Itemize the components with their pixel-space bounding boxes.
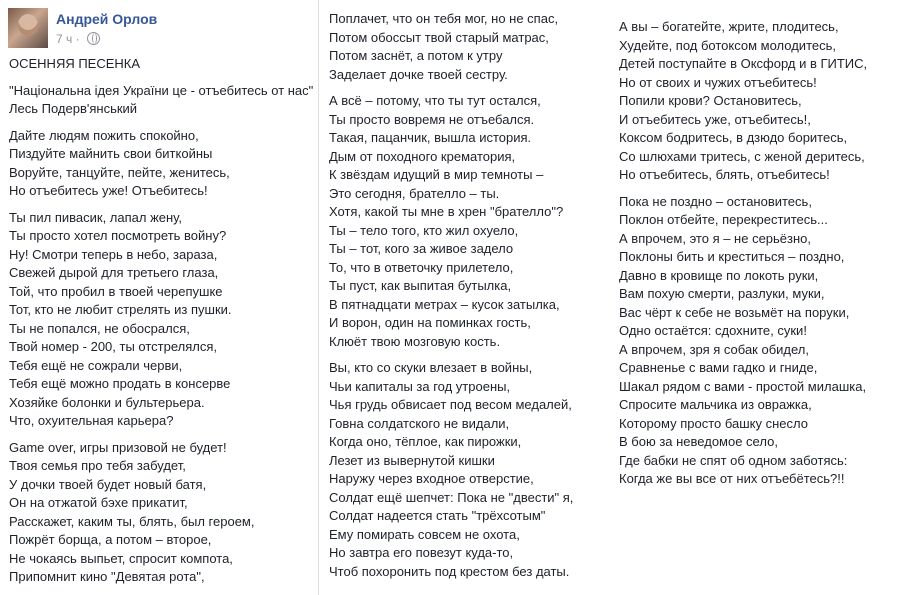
stanza-gap <box>329 84 605 92</box>
poem-line: В пятнадцати метрах – кусок затылка, <box>329 296 560 312</box>
stanza-gap <box>9 74 315 82</box>
globe-icon <box>87 32 100 45</box>
poem-line: Чтоб похоронить под крестом без даты. <box>329 563 570 579</box>
stanza-gap <box>9 119 315 127</box>
poem-line: К звёздам идущий в мир темноты – <box>329 167 544 182</box>
poem-line: Это сегодня, брателло – ты. <box>329 185 500 201</box>
author-name[interactable]: Андрей Орлов <box>56 11 158 27</box>
poem-line: Он на отжатой бэхе прикатит, <box>9 495 188 510</box>
poem-line: И отъебитесь уже, отъебитесь!, <box>619 111 811 127</box>
poem-line: Свежей дырой для третьего глаза, <box>9 265 219 280</box>
stanza-gap <box>619 185 895 193</box>
poem-line: Дайте людям пожить спокойно, <box>9 127 199 143</box>
poem-line: Но отъебитесь уже! Отъебитесь! <box>9 183 208 198</box>
poem-line: Поклон отбейте, перекреститесь... <box>619 212 828 227</box>
poem-line: Пока не поздно – остановитесь, <box>619 193 812 209</box>
poem-line: Хозяйке болонки и бультерьера. <box>9 394 205 410</box>
poem-line: Тебя ещё не сожрали черви, <box>9 357 183 373</box>
poem-line: Чьи капиталы за год утроены, <box>329 378 511 394</box>
post-column-2 <box>318 0 610 595</box>
poem-line: Поплачет, что он тебя мог, но не спас, <box>329 11 559 26</box>
poem-line: Хотя, какой ты мне в хрен "брателло"? <box>329 204 564 219</box>
poem-text-part-2 <box>329 10 605 581</box>
poem-line: Вас чёрт к себе не возьмёт на поруки, <box>619 304 850 320</box>
poem-line: Твой номер - 200, ты отстрелялся, <box>9 339 218 354</box>
stanza-gap <box>329 351 605 359</box>
poem-line: Со шлюхами тритесь, с женой деритесь, <box>619 148 865 164</box>
avatar[interactable] <box>8 8 48 48</box>
poem-line: Но отъебитесь, блять, отъебитесь! <box>619 167 830 182</box>
poem-line: Потом заснёт, а потом к утру <box>329 48 503 63</box>
post-time[interactable]: 7 ч <box>56 32 73 46</box>
poem-line: Твоя семья про тебя забудет, <box>9 458 186 473</box>
poem-line: Давно в кровище по локоть руки, <box>619 267 819 283</box>
poem-line: В бою за неведомое село, <box>619 434 778 449</box>
separator-dot: · <box>75 32 80 46</box>
poem-line: ОСЕННЯЯ ПЕСЕНКА <box>9 56 141 71</box>
poem-line: "Національна ідея України це - отъебитесь от нас" <box>9 82 314 98</box>
poem-line: Той, что пробил в твоей черепушке <box>9 283 223 299</box>
poem-line: Шакал рядом с вами - простой милашка, <box>619 378 867 394</box>
poem-line: Худейте, под ботоксом молодитесь, <box>619 37 836 53</box>
poem-line: Дым от походного крематория, <box>329 148 516 164</box>
poem-line: Расскажет, каким ты, блять, был героем, <box>9 513 255 529</box>
poem-line: Наружу через входное отверстие, <box>329 471 534 486</box>
poem-line: А впрочем, это я – не серьёзно, <box>619 230 812 246</box>
poem-line: Одно остаётся: сдохните, суки! <box>619 323 807 338</box>
stanza-gap <box>9 431 315 439</box>
poem-line: Сравненье с вами гадко и гниде, <box>619 360 818 375</box>
poem-line: Ну! Смотри теперь в небо, зараза, <box>9 246 218 262</box>
poem-line: Вы, кто со скуки влезает в войны, <box>329 360 533 375</box>
poem-line: Ты просто хотел посмотреть войну? <box>9 228 227 243</box>
poem-line: Когда оно, тёплое, как пирожки, <box>329 434 522 449</box>
poem-line: Коксом бодритесь, в дзюдо боритесь, <box>619 130 848 145</box>
poem-line: У дочки твоей будет новый батя, <box>9 476 207 492</box>
post-column-3 <box>609 0 898 595</box>
poem-line: Game over, игры призовой не будет! <box>9 439 227 455</box>
poem-line: Вам похую смерти, разлуки, муки, <box>619 286 825 301</box>
poem-line: Тебя ещё можно продать в консерве <box>9 376 231 391</box>
poem-line: А впрочем, зря я собак обидел, <box>619 341 809 357</box>
poem-line: Поклоны бить и креститься – поздно, <box>619 249 845 264</box>
poem-line: А вы – богатейте, жрите, плодитесь, <box>619 19 839 34</box>
poem-line: Детей поступайте в Оксфорд и в ГИТИС, <box>619 56 868 71</box>
poem-line: Когда же вы все от них отъебётесь?!! <box>619 471 845 486</box>
poem-line: Солдат ещё шепчет: Пока не "двести" я, <box>329 489 574 505</box>
poem-line: Заделает дочке твоей сестру. <box>329 66 508 82</box>
poem-line: Но завтра его повезут куда-то, <box>329 545 514 560</box>
poem-line: Лезет из вывернутой кишки <box>329 452 495 468</box>
post-meta <box>56 32 100 46</box>
post-column-1 <box>0 0 318 595</box>
poem-line: Воруйте, танцуйте, пейте, женитесь, <box>9 164 230 180</box>
poem-line: Тот, кто не любит стрелять из пушки. <box>9 302 232 317</box>
poem-line: Ты – тот, кого за живое задело <box>329 241 514 256</box>
poem-line: Клюёт твою мозговую кость. <box>329 333 501 349</box>
poem-line: Пиздуйте майнить свои биткойны <box>9 146 213 161</box>
poem-line: Такая, пацанчик, вышла история. <box>329 130 532 145</box>
poem-line: Ты пуст, как выпитая бутылка, <box>329 278 512 293</box>
poem-line: Солдат надеется стать "трёхсотым" <box>329 508 546 523</box>
poem-line: И ворон, один на поминках гость, <box>329 315 531 330</box>
poem-line: Ты пил пивасик, лапал жену, <box>9 209 182 225</box>
poem-line: Попили крови? Остановитесь, <box>619 93 802 108</box>
poem-line: Ему помирать совсем не охота, <box>329 526 520 542</box>
poem-line: Ты просто вовремя не отъебался. <box>329 111 535 127</box>
poem-line: Потом обоссыт твой старый матрас, <box>329 29 549 45</box>
poem-line: Где бабки не спят об одном заботясь: <box>619 452 848 468</box>
poem-line: Припомнит кино "Девятая рота", <box>9 569 205 584</box>
poem-line: Не чокаясь выпьет, спросит компота, <box>9 550 233 566</box>
poem-line: Чья грудь обвисает под весом медалей, <box>329 397 572 412</box>
poem-line: Ты не попался, не обосрался, <box>9 320 190 336</box>
poem-line: Что, охуительная карьера? <box>9 413 174 428</box>
poem-line: То, что в ответочку прилетело, <box>329 259 514 275</box>
poem-line: Спросите мальчика из овражка, <box>619 397 812 412</box>
poem-text-part-3 <box>619 18 895 489</box>
post-header <box>8 8 308 44</box>
poem-line: Лесь Подерв'янський <box>9 101 138 116</box>
poem-line: Которому просто башку снесло <box>619 415 808 431</box>
poem-text-part-1 <box>9 55 315 587</box>
poem-line: Говна солдатского не видали, <box>329 415 510 431</box>
poem-line: А всё – потому, что ты тут остался, <box>329 93 541 108</box>
poem-line: Но от своих и чужих отъебитесь! <box>619 74 817 90</box>
stanza-gap <box>9 201 315 209</box>
poem-line: Пожрёт борща, а потом – второе, <box>9 532 212 547</box>
poem-line: Ты – тело того, кто жил охуело, <box>329 222 519 238</box>
